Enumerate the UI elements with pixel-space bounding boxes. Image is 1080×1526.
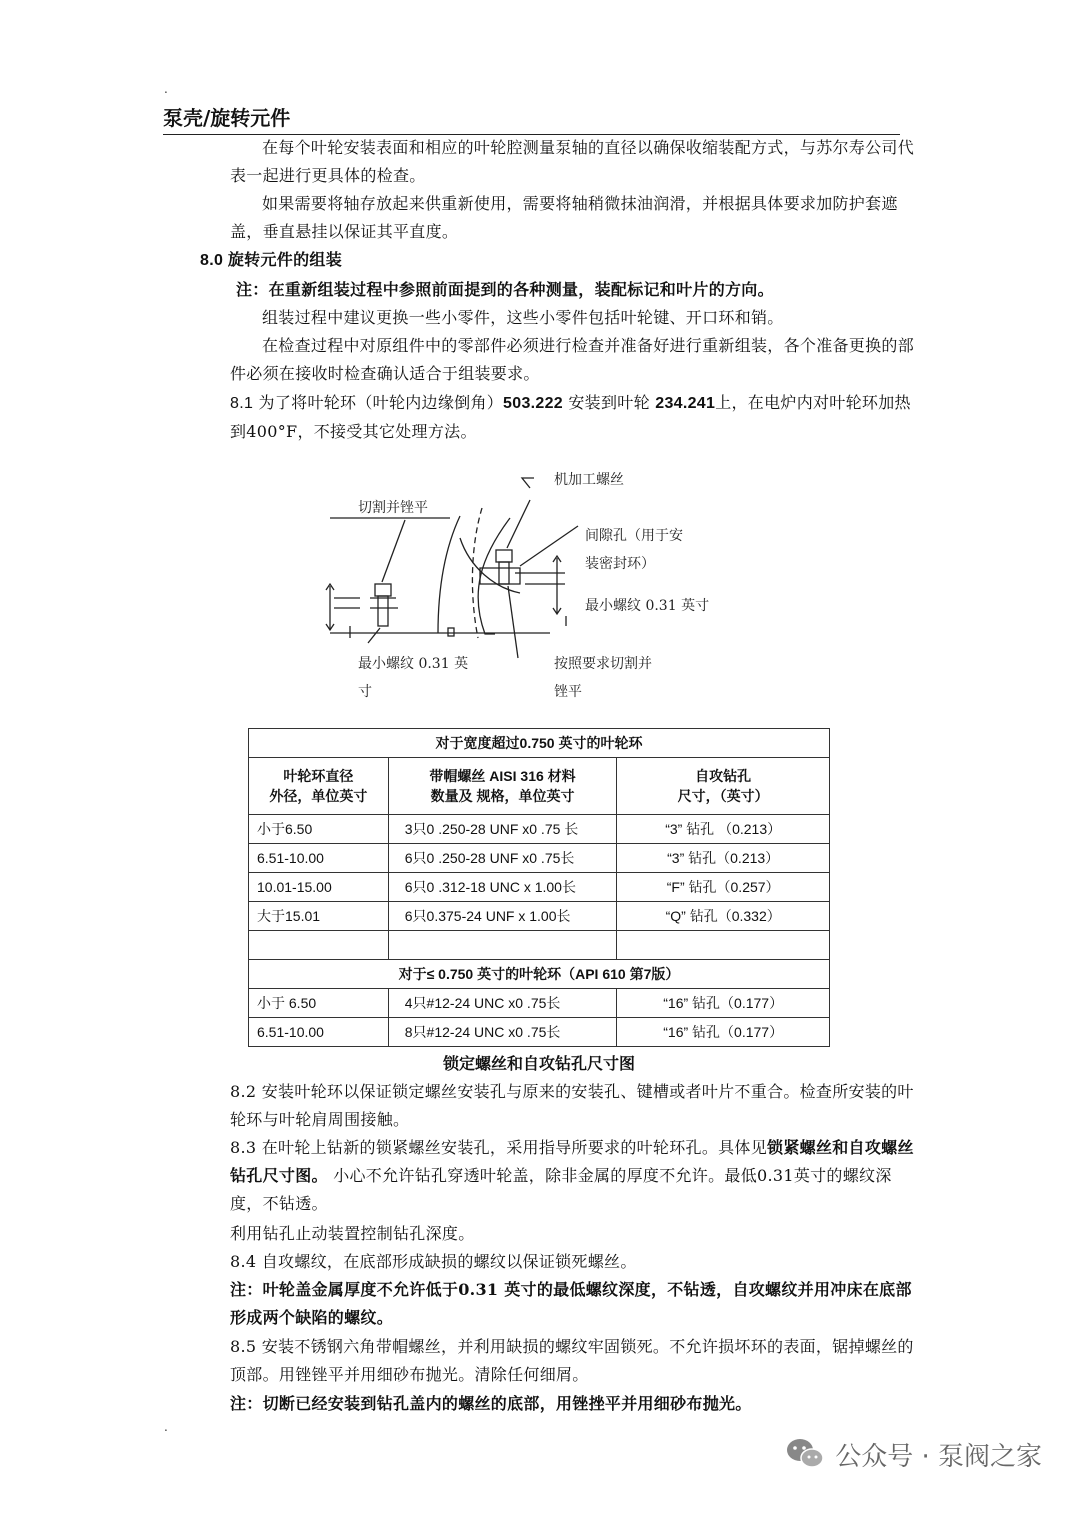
- right-screw-body: [499, 562, 509, 584]
- section-8-3-text-a: 8.3 在叶轮上钻新的锁紧螺丝安装孔，采用指导所要求的叶轮环孔。具体见: [230, 1138, 768, 1157]
- part-number-impeller: 234.241: [655, 395, 716, 412]
- note-2: 注：叶轮盖金属厚度不允许低于0.31 英寸的最低螺纹深度，不钻透，自攻螺纹并用冲床在底部形成两个缺陷的螺纹。: [230, 1280, 912, 1327]
- col-header-diameter: [249, 758, 389, 815]
- cell-diameter: 小于6.50: [249, 815, 389, 844]
- cell-empty: [249, 931, 389, 960]
- cell-empty: [617, 931, 830, 960]
- section-8-3: [230, 1134, 916, 1218]
- label-min-thread-left-2: 寸: [358, 684, 372, 700]
- left-screw-head: [375, 584, 391, 596]
- paragraph-2: 如果需要将轴存放起来供重新使用，需要将轴稍微抹油润滑，并根据具体要求加防护套遮盖，垂直悬挂以保证其平直度。: [230, 194, 898, 241]
- label-min-thread-left-1: 最小螺纹 0.31 英: [358, 656, 469, 672]
- table-header-row: [249, 758, 830, 815]
- impeller-curve: [478, 518, 510, 634]
- label-cut-file-left: 切割并锉平: [358, 500, 428, 516]
- leader-cut-req: [508, 586, 518, 658]
- left-screw-body: [378, 596, 388, 626]
- paragraph-1: 在每个叶轮安装表面和相应的叶轮腔测量泵轴的直径以确保收缩装配方式，与苏尔寿公司代表一起进行更具体的检查。: [230, 138, 915, 185]
- section-8-4: 8.4 自攻螺纹，在底部形成缺损的螺纹以保证锁死螺丝。: [230, 1252, 637, 1271]
- table-title-1: 对于宽度超过0.750 英寸的叶轮环: [249, 729, 830, 758]
- col-header-screw: [388, 758, 617, 815]
- col-header-screw-l2: 数量及 规格，单位英寸: [430, 788, 575, 804]
- col-header-screw-l1: 带帽螺丝 AISI 316 材料: [429, 768, 576, 784]
- section-8-1-text-b: 安装到叶轮: [562, 393, 656, 412]
- table-title-2: 对于≤ 0.750 英寸的叶轮环（API 610 第7版）: [249, 960, 830, 989]
- section-title: 8.0 旋转元件的组装: [200, 252, 342, 269]
- section-8-1-text-c: 上，在电炉内对叶轮环加热到400°F，不接受其它处理方法。: [230, 393, 911, 441]
- watermark-text: 公众号 · 泵阀之家: [835, 1441, 1042, 1472]
- cell-drill: “3” 钻孔（0.213）: [617, 844, 830, 873]
- impeller-shroud-left: [438, 516, 460, 633]
- page-mark-top: .: [164, 82, 168, 96]
- section-8-5: 8.5 安装不锈钢六角带帽螺丝，并利用缺损的螺纹牢固锁死。不允许损坏环的表面，锯掉螺丝的顶部。用锉锉平并用细砂布抛光。清除任何细屑。: [230, 1337, 914, 1384]
- section-8-3-depth: 利用钻孔止动装置控制钻孔深度。: [230, 1224, 475, 1243]
- label-min-thread-right: 最小螺纹 0.31 英寸: [585, 598, 710, 614]
- label-clearance-hole-2: 装密封环）: [585, 556, 655, 572]
- section-8-1-number: 8.1: [230, 395, 254, 412]
- table-row: [249, 844, 830, 873]
- leader-min-left: [368, 628, 380, 643]
- cell-diameter: 6.51-10.00: [249, 844, 389, 873]
- leader-machined: [507, 500, 530, 548]
- col-header-diameter-l1: 叶轮环直径: [283, 768, 354, 784]
- paragraph-4: 在检查过程中对原组件中的零部件必须进行检查并准备好进行重新组装，各个准备更换的部件必须在接收时检查确认适合于组装要求。: [230, 336, 915, 383]
- cell-drill: “F” 钻孔（0.257）: [617, 873, 830, 902]
- table-title-row-1: [249, 729, 830, 758]
- cell-screw: 6只0 .250-28 UNF x0 .75长: [388, 844, 617, 873]
- cell-diameter: 大于15.01: [249, 902, 389, 931]
- cell-screw: 4只#12-24 UNC x0 .75长: [388, 989, 617, 1018]
- watermark: [785, 1434, 1042, 1474]
- cell-empty: [388, 931, 617, 960]
- leader-clearance: [520, 526, 578, 566]
- cell-drill: “16” 钻孔（0.177）: [617, 989, 830, 1018]
- cell-screw: 6只0 .312-18 UNC x 1.00长: [388, 873, 617, 902]
- table-row: [249, 989, 830, 1018]
- screw-drill-table: [248, 728, 830, 1047]
- section-8-3-ref: 锁紧螺丝和自攻螺丝钻孔尺寸图。: [230, 1138, 914, 1185]
- cell-screw: 3只0 .250-28 UNF x0 .75 长: [388, 815, 617, 844]
- cell-diameter: 小于 6.50: [249, 989, 389, 1018]
- right-screw-head: [496, 550, 512, 562]
- table-empty-row: [249, 931, 830, 960]
- cell-drill: “3” 钻孔 （0.213）: [617, 815, 830, 844]
- page-header: 泵壳/旋转元件: [163, 104, 900, 135]
- label-cut-as-required-2: 锉平: [554, 684, 582, 700]
- section-8-1-text-a: 为了将叶轮环（叶轮内边缘倒角）: [253, 393, 504, 412]
- table-row: [249, 1018, 830, 1047]
- leader-cut-left: [382, 520, 405, 582]
- cell-drill: “16” 钻孔（0.177）: [617, 1018, 830, 1047]
- col-header-drill: [617, 758, 830, 815]
- table-caption: 锁定螺丝和自攻钻孔尺寸图: [442, 1054, 635, 1073]
- wechat-icon: [785, 1437, 825, 1471]
- label-cut-as-required-1: 按照要求切割并: [554, 656, 652, 672]
- label-clearance-hole-1: 间隙孔（用于安: [585, 528, 683, 544]
- cell-diameter: 6.51-10.00: [249, 1018, 389, 1047]
- table-row: [249, 815, 830, 844]
- section-8-1: [230, 389, 916, 446]
- table-row: [249, 902, 830, 931]
- table-row: [249, 873, 830, 902]
- cell-screw: 6只0.375-24 UNF x 1.00长: [388, 902, 617, 931]
- col-header-diameter-l2: 外径，单位英寸: [269, 788, 368, 804]
- impeller-ring-diagram: [320, 458, 740, 708]
- cell-drill: “Q” 钻孔（0.332）: [617, 902, 830, 931]
- table-title-row-2: [249, 960, 830, 989]
- impeller-inner-curve: [460, 538, 520, 593]
- cell-screw: 8只#12-24 UNC x0 .75长: [388, 1018, 617, 1047]
- note-3: 注：切断已经安装到钻孔盖内的螺丝的底部，用锉挫平并用细砂布抛光。: [230, 1394, 752, 1413]
- cell-diameter: 10.01-15.00: [249, 873, 389, 902]
- section-8-2: 8.2 安装叶轮环以保证锁定螺丝安装孔与原来的安装孔、键槽或者叶片不重合。检查所安装的叶轮环与叶轮肩周围接触。: [230, 1082, 914, 1129]
- paragraph-3: 组装过程中建议更换一些小零件，这些小零件包括叶轮键、开口环和销。: [262, 308, 784, 327]
- label-machined-thread: 机加工螺丝: [554, 472, 624, 488]
- note-1: 注：在重新组装过程中参照前面提到的各种测量，装配标记和叶片的方向。: [236, 280, 774, 299]
- part-number-ring: 503.222: [503, 395, 563, 412]
- col-header-drill-l2: 尺寸，（英寸）: [677, 788, 769, 804]
- page-mark-bottom: .: [164, 1420, 168, 1434]
- col-header-drill-l1: 自攻钻孔: [695, 768, 752, 784]
- section-8-3-text-b: 小心不允许钻孔穿透叶轮盖，除非金属的厚度不允许。最低0.31英寸的螺纹深度，不钻透。: [230, 1166, 892, 1213]
